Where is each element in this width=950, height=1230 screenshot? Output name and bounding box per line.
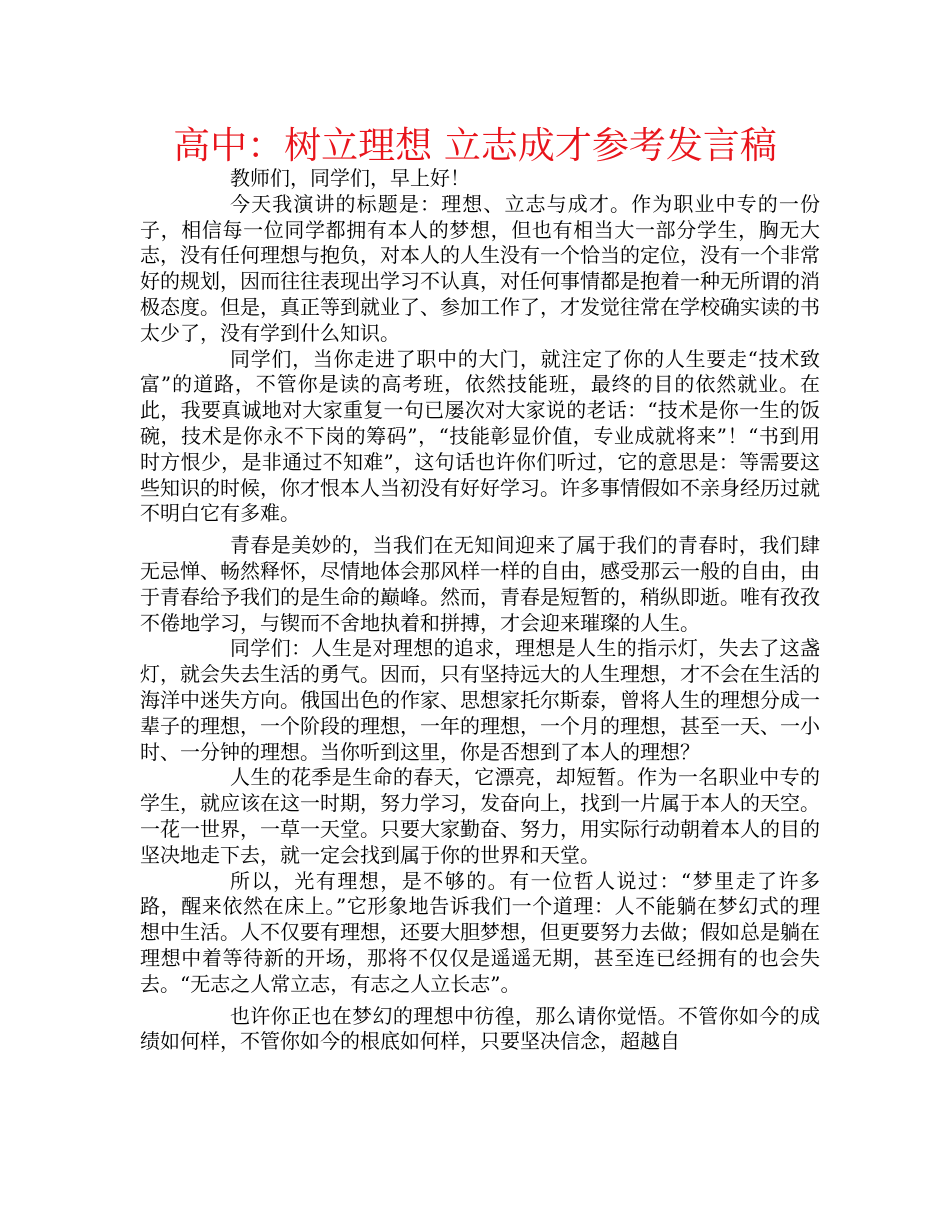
document-title: 高中：树立理想 立志成才参考发言稿 xyxy=(173,124,777,167)
paragraph: 所以，光有理想，是不够的。有一位哲人说过：“梦里走了许多路，醒来依然在床上。”它形象地告诉我们一个道理：人不能躺在梦幻式的理想中生活。人不仅要有理想，还要大胆梦想，但更要努力去做；假如总是躺在理想中着等待新的开场，那将不仅仅是遥遥无期，甚至连已经拥有的也会失去。“无志之人常立志，有志之人立长志”。 xyxy=(140,868,820,996)
paragraph: 人生的花季是生命的春天，它漂亮，却短暂。作为一名职业中专的学生，就应该在这一时期，努力学习，发奋向上，找到一片属于本人的天空。一花一世界，一草一天堂。只要大家勤奋、努力，用实际行动朝着本人的目的坚决地走下去，就一定会找到属于你的世界和天堂。 xyxy=(140,765,820,867)
paragraph-greeting: 教师们，同学们，早上好！ xyxy=(230,166,470,190)
paragraph: 同学们，当你走进了职中的大门，就注定了你的人生要走“技术致富”的道路，不管你是读的高考班，依然技能班，最终的目的依然就业。在此，我要真诚地对大家重复一句已屡次对大家说的老话：“技术是你一生的饭碗，技术是你永不下岗的筹码”，“技能彰显价值，专业成就将来”！“书到用时方恨少，是非通过不知难”，这句话也许你们听过，它的意思是：等需要这些知识的时候，你才恨本人当初没有好好学习。许多事情假如不亲身经历过就不明白它有多难。 xyxy=(140,346,820,526)
document-body xyxy=(140,166,820,1055)
paragraph: 同学们：人生是对理想的追求，理想是人生的指示灯，失去了这盏灯，就会失去生活的勇气。因而，只有坚持远大的人生理想，才不会在生活的海洋中迷失方向。俄国出色的作家、思想家托尔斯泰，曾将人生的理想分成一辈子的理想，一个阶段的理想，一年的理想，一个月的理想，甚至一天、一小时、一分钟的理想。当你听到这里，你是否想到了本人的理想？ xyxy=(140,636,820,764)
paragraph: 青春是美妙的，当我们在无知间迎来了属于我们的青春时，我们肆无忌惮、畅然释怀，尽情地体会那风样一样的自由，感受那云一般的自由，由于青春给予我们的是生命的巅峰。然而，青春是短暂的，稍纵即逝。唯有孜孜不倦地学习，与锲而不舍地执着和拼搏，才会迎来璀璨的人生。 xyxy=(140,533,820,635)
paragraph: 今天我演讲的标题是：理想、立志与成才。作为职业中专的一份子，相信每一位同学都拥有本人的梦想，但也有相当大一部分学生，胸无大志，没有任何理想与抱负，对本人的人生没有一个恰当的定位，没有一个非常好的规划，因而往往表现出学习不认真，对任何事情都是抱着一种无所谓的消极态度。但是，真正等到就业了、参加工作了，才发觉往常在学校确实读的书太少了，没有学到什么知识。 xyxy=(140,191,820,345)
paragraph: 也许你正也在梦幻的理想中彷徨，那么请你觉悟。不管你如今的成绩如何样，不管你如今的根底如何样，只要坚决信念，超越自 xyxy=(140,1003,820,1054)
